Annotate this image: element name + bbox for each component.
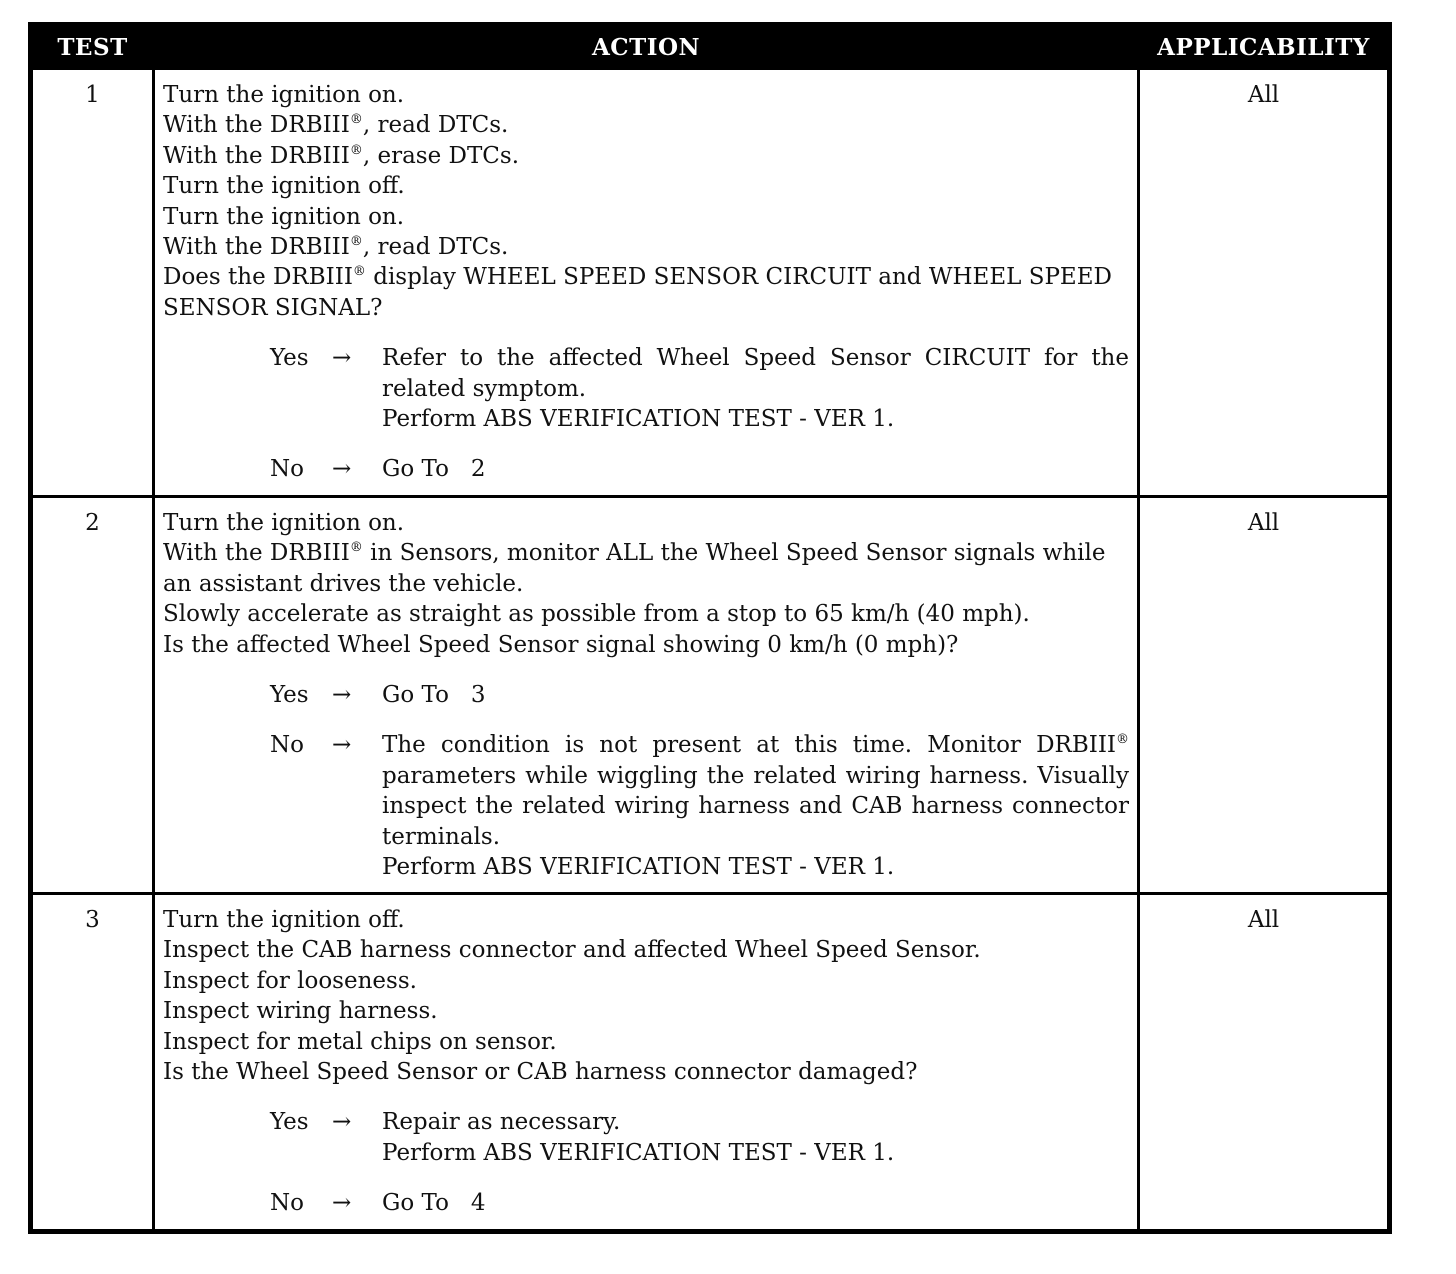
answer-text: [382, 730, 1129, 882]
action-step: Is the Wheel Speed Sensor or CAB harness connector damaged?: [163, 1059, 918, 1086]
test-number: 1: [85, 82, 100, 108]
table-row: [33, 67, 1387, 495]
header-test: TEST: [57, 33, 128, 61]
action-step: Inspect wiring harness.: [163, 998, 438, 1025]
answer-line: Refer to the affected Wheel Speed Sensor CIRCUIT for the related symptom.: [382, 345, 1129, 402]
action-step: Inspect for metal chips on sensor.: [163, 1028, 557, 1055]
answer-label: Yes: [270, 682, 309, 709]
table-header: [33, 27, 1387, 67]
action-step: Turn the ignition off.: [163, 907, 405, 933]
arrow-icon: →: [332, 1109, 352, 1136]
answer-no: [163, 1188, 1129, 1218]
table-row: [33, 495, 1387, 892]
answer-text: [382, 1107, 1129, 1168]
action-step: Slowly accelerate as straight as possible from a stop to 65 km/h (40 mph).: [163, 601, 1030, 628]
action-step: Turn the ignition on.: [163, 510, 405, 536]
table-row: [33, 892, 1387, 1229]
answer-yes: [163, 1107, 1129, 1168]
answer-label: No: [270, 456, 304, 483]
action-step: Turn the ignition off.: [163, 173, 405, 200]
answer-label: No: [270, 732, 304, 759]
answer-line: Go To 4: [382, 1190, 486, 1217]
answer-label: Yes: [270, 345, 309, 372]
applicability-value: All: [1247, 907, 1280, 933]
action-cell: [152, 895, 1140, 1229]
action-step: With the DRBIII®, read DTCs.: [163, 234, 509, 261]
answer-line: The condition is not present at this time. Monitor DRBIII® parameters while wiggling the related wiring harness. Visually inspect the related wiring harness and CAB harness connector terminals.: [382, 732, 1129, 850]
action-step: Turn the ignition on.: [163, 82, 405, 108]
answer-label: No: [270, 1190, 304, 1217]
action-step: With the DRBIII® in Sensors, monitor ALL the Wheel Speed Sensor signals while an assistant drives the vehicle.: [163, 540, 1106, 597]
answer-no: [163, 730, 1129, 882]
answer-text: [382, 343, 1129, 434]
answer-text: [382, 1188, 1129, 1218]
test-table: [28, 22, 1392, 1234]
action-step: Inspect for looseness.: [163, 967, 417, 994]
action-step: Inspect the CAB harness connector and affected Wheel Speed Sensor.: [163, 937, 981, 964]
answer-text: [382, 680, 1129, 710]
answer-no: [163, 454, 1129, 484]
header-applicability: APPLICABILITY: [1157, 33, 1370, 61]
action-step: With the DRBIII®, read DTCs.: [163, 112, 509, 139]
applicability-value: All: [1247, 510, 1280, 536]
arrow-icon: →: [332, 1190, 352, 1217]
applicability-value: All: [1247, 82, 1280, 108]
action-step: Is the affected Wheel Speed Sensor signal showing 0 km/h (0 mph)?: [163, 631, 959, 658]
action-cell: [152, 498, 1140, 892]
answer-line: Perform ABS VERIFICATION TEST - VER 1.: [382, 854, 895, 881]
answer-label: Yes: [270, 1109, 309, 1136]
test-number: 2: [85, 510, 100, 536]
answer-line: Perform ABS VERIFICATION TEST - VER 1.: [382, 1139, 895, 1166]
action-step: With the DRBIII®, erase DTCs.: [163, 142, 520, 169]
answer-yes: [163, 680, 1129, 710]
answer-text: [382, 454, 1129, 484]
action-cell: [152, 70, 1140, 495]
header-action: ACTION: [591, 33, 701, 61]
answer-line: Go To 2: [382, 456, 486, 483]
table-body: [33, 67, 1387, 1229]
arrow-icon: →: [332, 682, 352, 709]
answer-line: Perform ABS VERIFICATION TEST - VER 1.: [382, 406, 895, 433]
action-step: Does the DRBIII® display WHEEL SPEED SENSOR CIRCUIT and WHEEL SPEED SENSOR SIGNAL?: [163, 264, 1112, 321]
answer-line: Repair as necessary.: [382, 1109, 621, 1136]
arrow-icon: →: [332, 732, 352, 759]
test-number: 3: [85, 907, 100, 933]
arrow-icon: →: [332, 456, 352, 483]
action-step: Turn the ignition on.: [163, 203, 405, 230]
arrow-icon: →: [332, 345, 352, 372]
answer-line: Go To 3: [382, 682, 486, 709]
answer-yes: [163, 343, 1129, 434]
